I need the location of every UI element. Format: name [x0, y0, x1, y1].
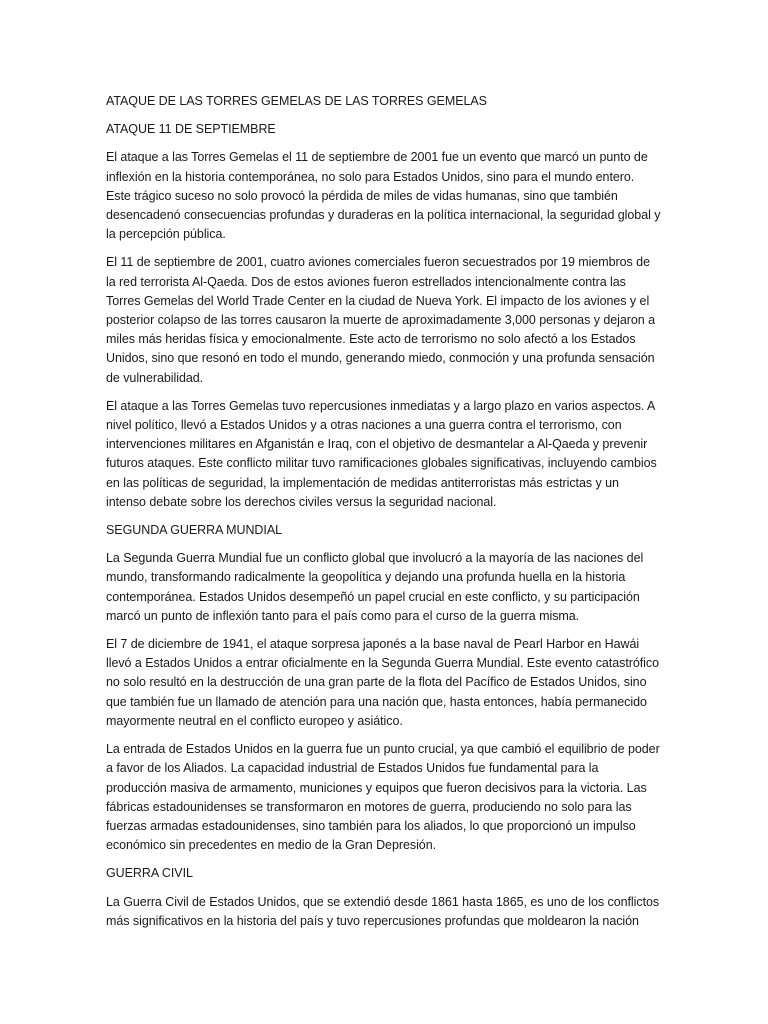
paragraph: La Segunda Guerra Mundial fue un conflicto global que involucró a la mayoría de las naciones del mundo, transformando radicalmente la geopolítica y dejando una profunda huella en la historia contemporánea. Estados Unidos desempeñó un papel crucial en este conflicto, y su participación marcó un punto de inflexión tanto para el país como para el curso de la guerra misma.	[106, 551, 644, 623]
section-heading: SEGUNDA GUERRA MUNDIAL	[106, 523, 283, 538]
document-title: ATAQUE DE LAS TORRES GEMELAS DE LAS TORRES GEMELAS	[106, 94, 487, 108]
section-heading: ATAQUE 11 DE SEPTIEMBRE	[106, 122, 276, 137]
document-body	[106, 92, 662, 940]
paragraph: El 7 de diciembre de 1941, el ataque sorpresa japonés a la base naval de Pearl Harbor en Hawái llevó a Estados Unidos a entrar oficialmente en la Segunda Guerra Mundial. Este evento catastrófico no solo resultó en la destrucción de una gran parte de la flota del Pacífico de Estados Unidos, sino que también fue un llamado de atención para una nación que, hasta entonces, había permanecido mayormente neutral en el conflicto europeo y asiático.	[106, 637, 660, 728]
section-heading: GUERRA CIVIL	[106, 866, 193, 881]
paragraph: El ataque a las Torres Gemelas el 11 de septiembre de 2001 fue un evento que marcó un punto de inflexión en la historia contemporánea, no solo para Estados Unidos, sino para el mundo entero. Este trágico suceso no solo provocó la pérdida de miles de vidas humanas, sino que también desencadenó consecuencias profundas y duraderas en la política internacional, la seguridad global y la percepción pública.	[106, 150, 661, 242]
paragraph: La Guerra Civil de Estados Unidos, que se extendió desde 1861 hasta 1865, es uno de los conflictos más significativos en la historia del país y tuvo repercusiones profundas que moldearon la nación	[106, 894, 660, 928]
paragraph: La entrada de Estados Unidos en la guerra fue un punto crucial, ya que cambió el equilibrio de poder a favor de los Aliados. La capacidad industrial de Estados Unidos fue fundamental para la producción masiva de armamento, municiones y equipos que fueron decisivos para la victoria. Las fábricas estadounidenses se transformaron en motores de guerra, produciendo no solo para las fuerzas armadas estadounidenses, sino también para los aliados, lo que proporcionó un impulso económico sin precedentes en medio de la Gran Depresión.	[106, 742, 660, 853]
paragraph: El ataque a las Torres Gemelas tuvo repercusiones inmediatas y a largo plazo en varios aspectos. A nivel político, llevó a Estados Unidos y a otras naciones a una guerra contra el terrorismo, con intervenciones militares en Afganistán e Iraq, con el objetivo de desmantelar a Al-Qaeda y prevenir futuros ataques. Este conflicto militar tuvo ramificaciones globales significativas, incluyendo cambios en las políticas de seguridad, la implementación de medidas antiterroristas más estrictas y un intenso debate sobre los derechos civiles versus la seguridad nacional.	[106, 398, 657, 509]
paragraph: El 11 de septiembre de 2001, cuatro aviones comerciales fueron secuestrados por 19 miembros de la red terrorista Al-Qaeda. Dos de estos aviones fueron estrellados intencionalmente contra las Torres Gemelas del World Trade Center en la ciudad de Nueva York. El impacto de los aviones y el posterior colapso de las torres causaron la muerte de aproximadamente 3,000 personas y dejaron a miles más heridas física y emocionalmente. Este acto de terrorismo no solo afectó a los Estados Unidos, sino que resonó en todo el mundo, generando miedo, conmoción y una profunda sensación de vulnerabilidad.	[106, 255, 655, 385]
